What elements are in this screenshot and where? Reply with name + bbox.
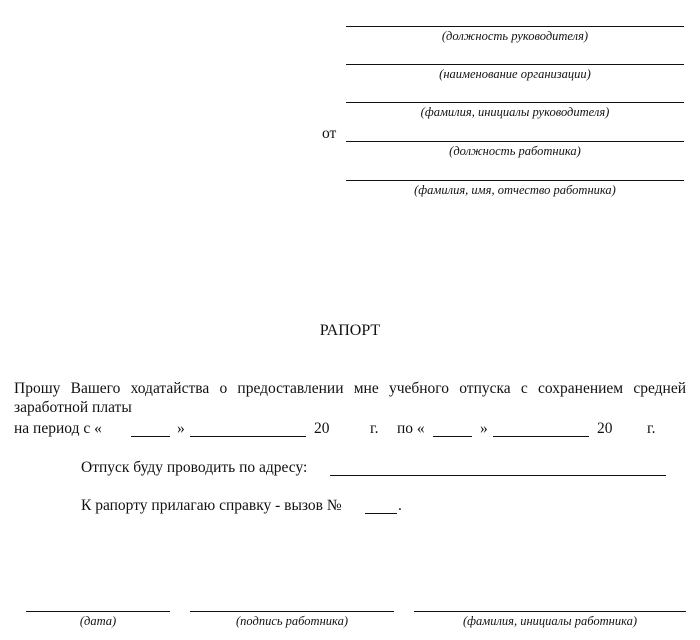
start-year-suffix: г. bbox=[370, 420, 379, 437]
address-field[interactable] bbox=[330, 475, 666, 476]
address-label: Отпуск буду проводить по адресу: bbox=[81, 459, 308, 476]
period-prefix: на период с « bbox=[14, 420, 102, 437]
manager-position-line[interactable] bbox=[346, 26, 684, 27]
employee-initials-line[interactable] bbox=[414, 611, 686, 612]
employee-position-hint: (должность работника) bbox=[449, 144, 581, 158]
end-quote-close: » bbox=[480, 420, 488, 437]
start-year-prefix: 20 bbox=[314, 420, 330, 437]
end-year-suffix: г. bbox=[647, 420, 656, 437]
signature-line[interactable] bbox=[190, 611, 394, 612]
end-month-field[interactable] bbox=[493, 436, 589, 437]
from-label: от bbox=[322, 125, 337, 142]
employee-initials-hint: (фамилия, инициалы работника) bbox=[462, 614, 638, 628]
end-day-field[interactable] bbox=[433, 436, 472, 437]
request-line-1: Прошу Вашего ходатайства о предоставлении мне учебного отпуска с сохранением средней bbox=[14, 380, 686, 397]
attach-suffix: . bbox=[398, 497, 402, 514]
start-day-field[interactable] bbox=[131, 436, 170, 437]
manager-position-hint: (должность руководителя) bbox=[441, 29, 589, 43]
employee-name-hint: (фамилия, имя, отчество работника) bbox=[414, 183, 616, 197]
manager-name-line[interactable] bbox=[346, 102, 684, 103]
manager-name-hint: (фамилия, инициалы руководителя) bbox=[420, 105, 610, 119]
date-hint: (дата) bbox=[79, 614, 117, 628]
document-title: РАПОРТ bbox=[319, 322, 381, 339]
organization-line[interactable] bbox=[346, 64, 684, 65]
date-line[interactable] bbox=[26, 611, 170, 612]
start-month-field[interactable] bbox=[190, 436, 306, 437]
organization-hint: (наименование организации) bbox=[439, 67, 591, 81]
attach-label: К рапорту прилагаю справку - вызов № bbox=[81, 497, 342, 514]
end-year-prefix: 20 bbox=[597, 420, 613, 437]
signature-hint: (подпись работника) bbox=[236, 614, 348, 628]
employee-position-line[interactable] bbox=[346, 141, 684, 142]
employee-name-line[interactable] bbox=[346, 180, 684, 181]
start-quote-close: » bbox=[177, 420, 185, 437]
request-line-2: заработной платы bbox=[14, 399, 132, 416]
period-to-label: по « bbox=[397, 420, 425, 437]
certificate-number-field[interactable] bbox=[365, 513, 397, 514]
